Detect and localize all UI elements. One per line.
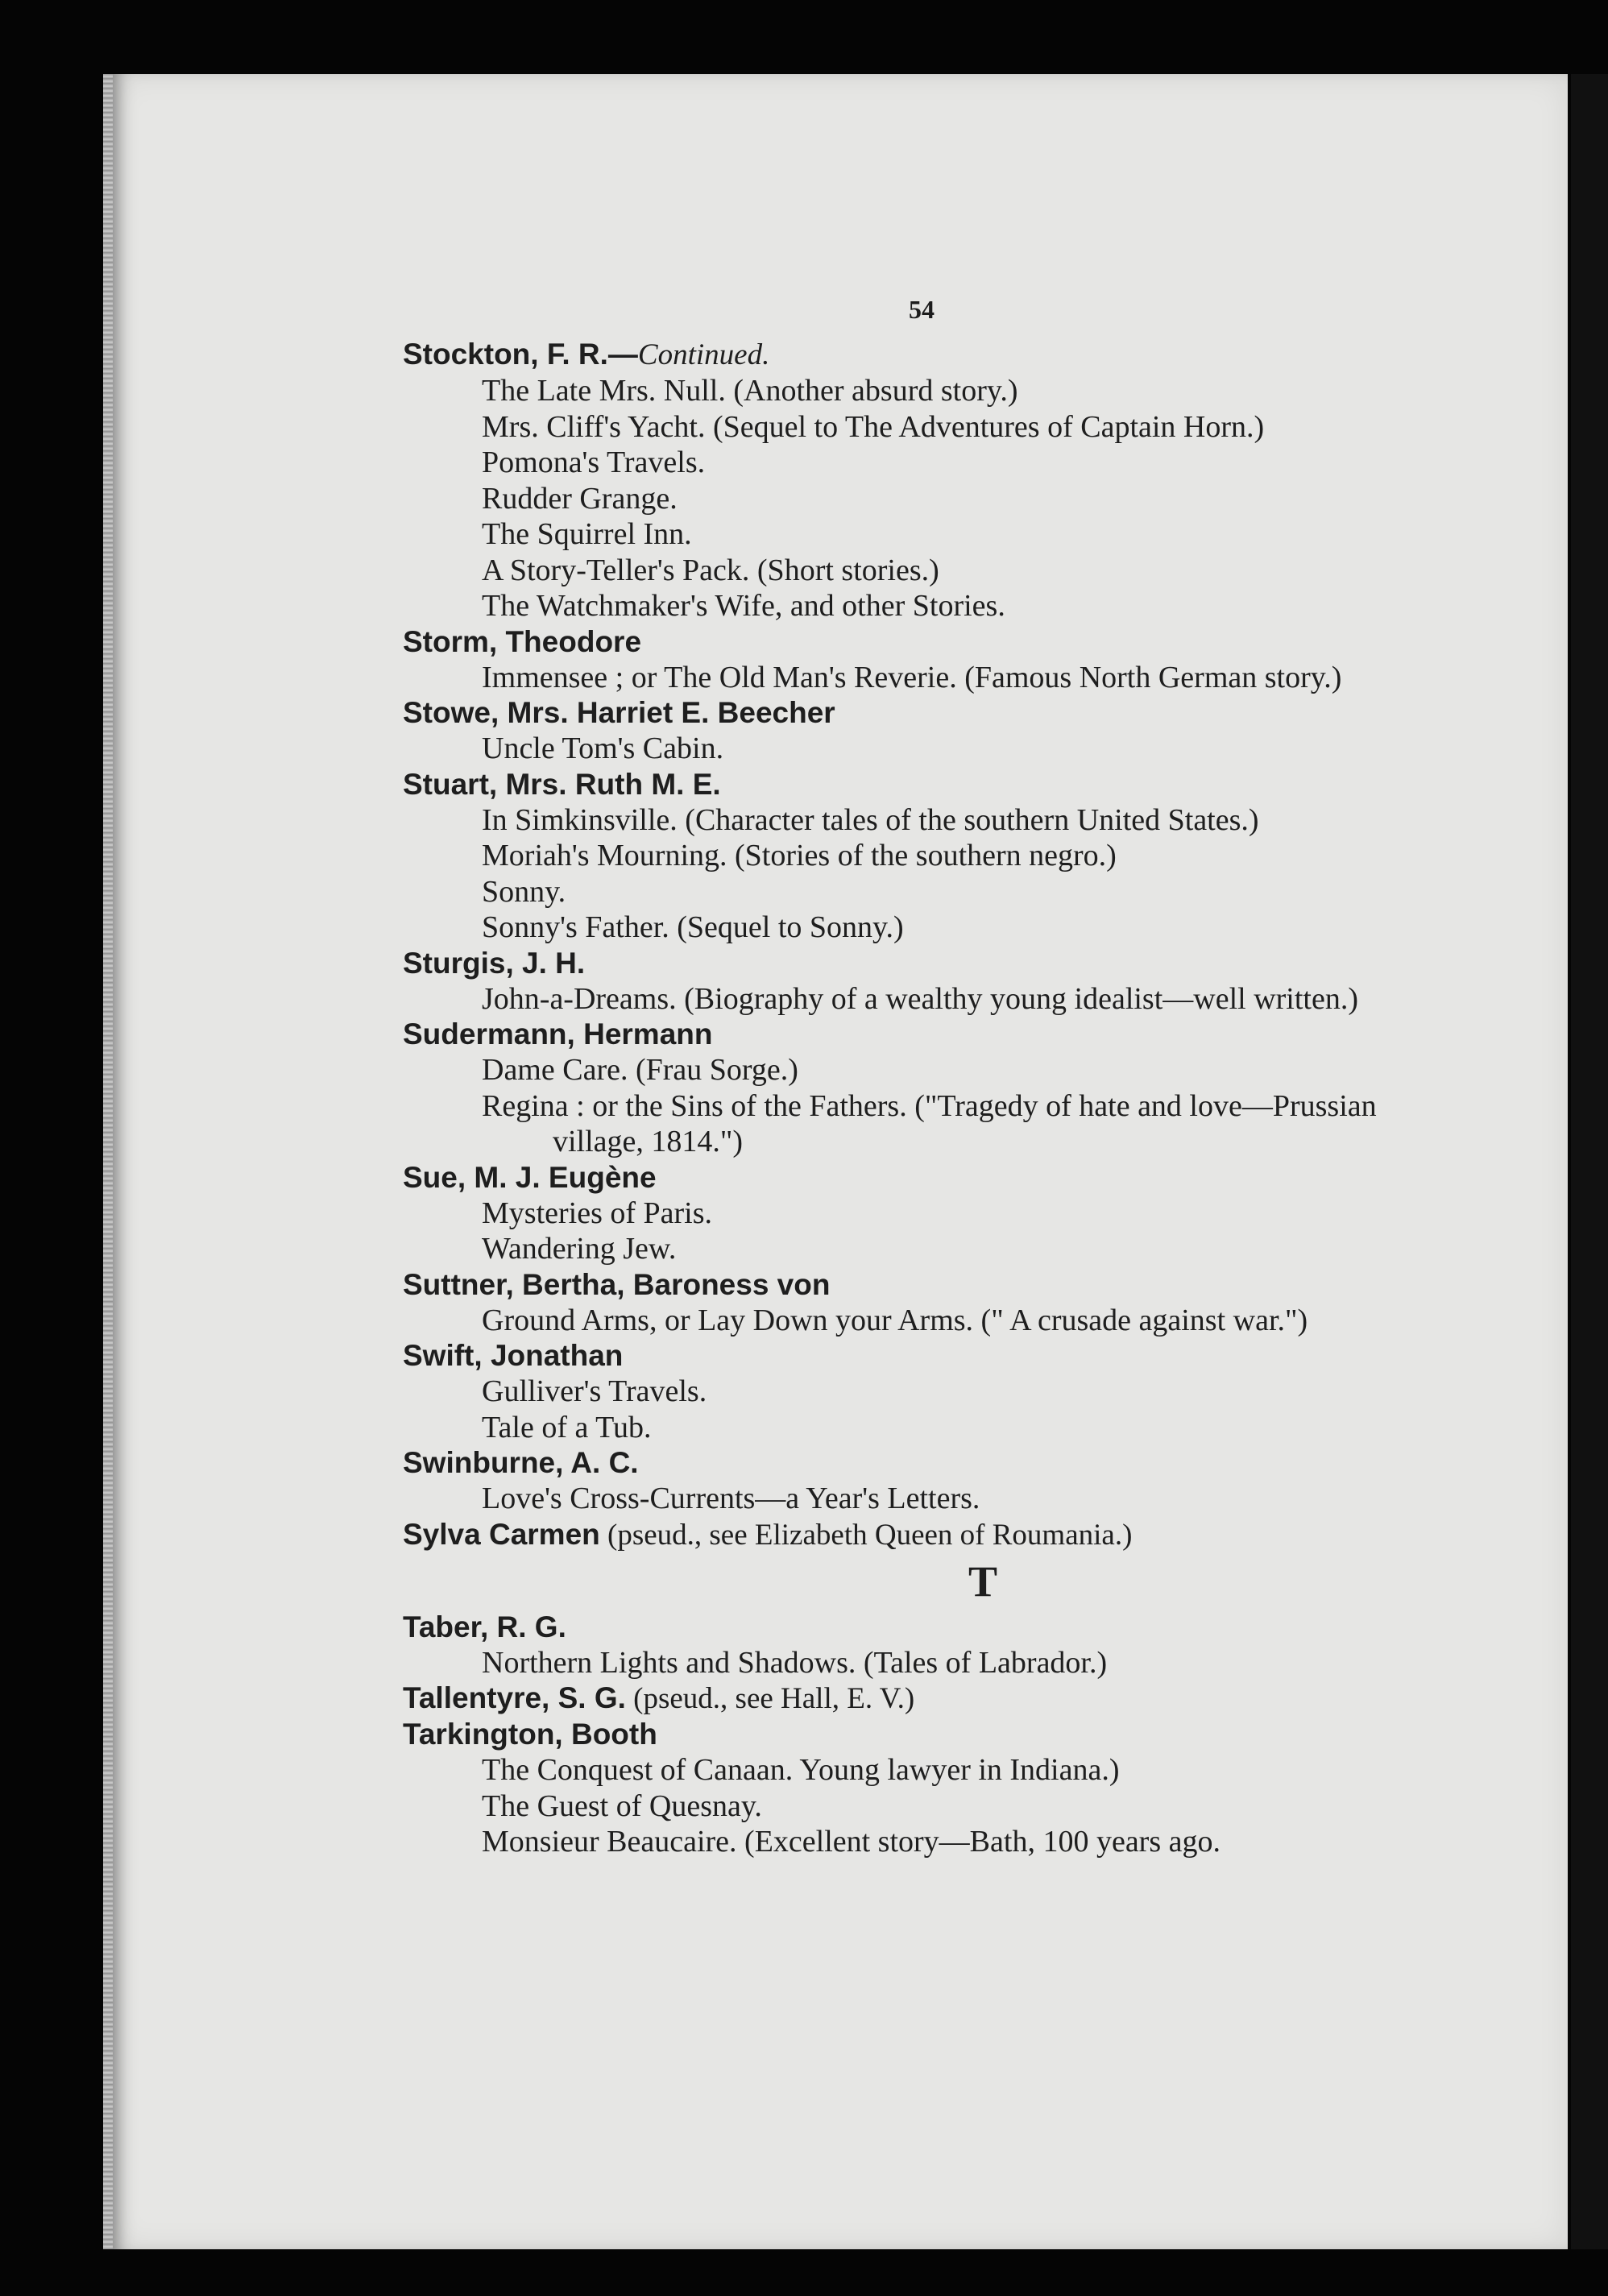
work-entry: Mysteries of Paris. — [482, 1196, 713, 1230]
page-number: 54 — [909, 295, 935, 324]
author-heading: Tarkington, Booth — [403, 1718, 657, 1751]
work-entry: The Conquest of Canaan. Young lawyer in Indiana.) — [482, 1753, 1120, 1787]
author-heading: Storm, Theodore — [403, 624, 642, 658]
work-entry: Northern Lights and Shadows. (Tales of Labrador.) — [482, 1645, 1108, 1680]
work-entry: John-a-Dreams. (Biography of a wealthy young idealist—well written.) — [482, 981, 1358, 1016]
work-entry: Uncle Tom's Cabin. — [482, 731, 724, 765]
work-entry: Regina : or the Sins of the Fathers. ("Tragedy of hate and love—Prussian village, 1814.") — [482, 1088, 1377, 1158]
author-heading: Swift, Jonathan — [403, 1339, 624, 1372]
author-heading: Sylva Carmen (pseud., see Elizabeth Queen of Roumania.) — [403, 1517, 1133, 1552]
work-entry: The Watchmaker's Wife, and other Stories. — [482, 589, 1005, 623]
author-heading: Swinburne, A. C. — [403, 1446, 639, 1479]
author-heading: Tallentyre, S. G. (pseud., see Hall, E. V.) — [403, 1681, 915, 1715]
work-entry: Gulliver's Travels. — [482, 1374, 707, 1408]
work-entry: Sonny's Father. (Sequel to Sonny.) — [482, 910, 904, 944]
author-heading: Sue, M. J. Eugène — [403, 1160, 657, 1194]
author-heading: Stowe, Mrs. Harriet E. Beecher — [403, 696, 835, 729]
work-entry: Rudder Grange. — [482, 481, 678, 516]
work-entry: Immensee ; or The Old Man's Reverie. (Famous North German story.) — [482, 660, 1342, 694]
work-entry: Dame Care. (Frau Sorge.) — [482, 1053, 798, 1087]
work-entry: Pomona's Travels. — [482, 446, 706, 479]
work-entry: The Guest of Quesnay. — [482, 1788, 762, 1823]
work-entry: In Simkinsville. (Character tales of the southern United States.) — [482, 802, 1259, 837]
index-content — [403, 337, 1474, 1860]
work-entry: Tale of a Tub. — [482, 1410, 652, 1444]
work-entry: Sonny. — [482, 874, 566, 909]
work-entry: Love's Cross-Currents—a Year's Letters. — [482, 1482, 980, 1515]
work-entry: The Late Mrs. Null. (Another absurd story.) — [482, 374, 1018, 408]
section-letter-heading: T — [968, 1556, 998, 1606]
work-entry: Monsieur Beaucaire. (Excellent story—Bath, 100 years ago. — [482, 1825, 1221, 1859]
author-heading: Suttner, Bertha, Baroness von — [403, 1267, 831, 1301]
author-heading: Sudermann, Hermann — [403, 1017, 713, 1051]
continued-label: Continued. — [637, 338, 770, 371]
author-heading: Taber, R. G. — [403, 1610, 566, 1643]
work-entry: Wandering Jew. — [482, 1232, 677, 1266]
work-entry: The Squirrel Inn. — [482, 517, 692, 551]
author-heading: Stockton, F. R.—Continued. — [403, 338, 770, 371]
cross-reference-note: (pseud., see Elizabeth Queen of Roumania.) — [599, 1518, 1133, 1552]
work-entry: Moriah's Mourning. (Stories of the southern negro.) — [482, 839, 1117, 872]
author-heading: Sturgis, J. H. — [403, 946, 586, 980]
cross-reference-note: (pseud., see Hall, E. V.) — [625, 1682, 915, 1715]
work-entry: Mrs. Cliff's Yacht. (Sequel to The Adventures of Captain Horn.) — [482, 409, 1265, 444]
work-entry: A Story-Teller's Pack. (Short stories.) — [482, 553, 939, 587]
scan-margin — [1571, 74, 1608, 2249]
author-heading: Stuart, Mrs. Ruth M. E. — [403, 767, 721, 801]
work-entry: Ground Arms, or Lay Down your Arms. (" A crusade against war.") — [482, 1303, 1308, 1337]
